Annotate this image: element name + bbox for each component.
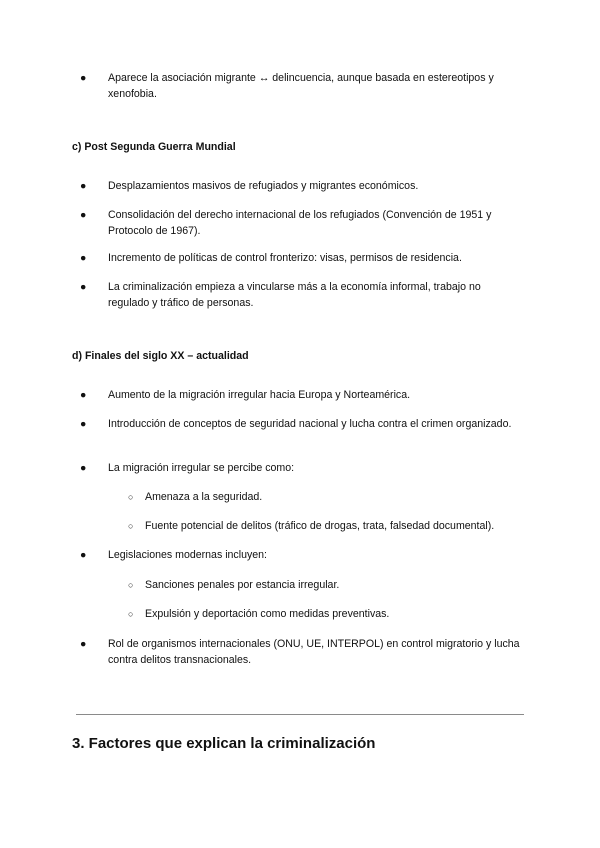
sub-bullet-icon: ○ <box>128 580 134 590</box>
sub-bullet-icon: ○ <box>128 609 134 619</box>
section-c-heading: c) Post Segunda Guerra Mundial <box>72 141 236 153</box>
bullet-icon: ● <box>80 252 87 264</box>
sub-list-item-text: Expulsión y deportación como medidas preventivas. <box>145 608 390 620</box>
sub-bullet-icon: ○ <box>128 492 134 502</box>
sub-list-item-text: Fuente potencial de delitos (tráfico de drogas, trata, falsedad documental). <box>145 520 495 532</box>
chapter-heading: 3. Factores que explican la criminalización <box>72 735 376 752</box>
list-item-text: Desplazamientos masivos de refugiados y migrantes económicos. <box>108 180 419 192</box>
list-item-text: La criminalización empieza a vincularse más a la economía informal, trabajo no regulado y tráfico de personas. <box>108 281 481 309</box>
sub-bullet-icon: ○ <box>128 521 134 531</box>
bullet-icon: ● <box>80 72 87 84</box>
list-item-text: Rol de organismos internacionales (ONU, UE, INTERPOL) en control migratorio y lucha contra delitos transnacionales. <box>108 638 520 666</box>
bullet-icon: ● <box>80 418 87 430</box>
bullet-icon: ● <box>80 281 87 293</box>
bullet-icon: ● <box>80 462 87 474</box>
sub-list-item-text: Sanciones penales por estancia irregular. <box>145 579 340 591</box>
list-item-text: Incremento de políticas de control fronterizo: visas, permisos de residencia. <box>108 252 462 264</box>
list-item-text: Legislaciones modernas incluyen: <box>108 549 267 561</box>
list-item-text: Aumento de la migración irregular hacia Europa y Norteamérica. <box>108 389 411 401</box>
bullet-icon: ● <box>80 549 87 561</box>
list-item-text: La migración irregular se percibe como: <box>108 462 295 474</box>
list-item-text: Introducción de conceptos de seguridad nacional y lucha contra el crimen organizado. <box>108 418 512 430</box>
bullet-icon: ● <box>80 209 87 221</box>
list-item-text: Aparece la asociación migrante ↔ delincuencia, aunque basada en estereotipos y xenofobia. <box>108 72 494 100</box>
sub-list-item-text: Amenaza a la seguridad. <box>145 491 263 503</box>
bullet-icon: ● <box>80 389 87 401</box>
list-item-text: Consolidación del derecho internacional de los refugiados (Convención de 1951 y Protocolo de 1967). <box>108 209 492 237</box>
horizontal-rule <box>76 714 524 715</box>
bullet-icon: ● <box>80 638 87 650</box>
section-d-heading: d) Finales del siglo XX – actualidad <box>72 350 249 362</box>
bullet-icon: ● <box>80 180 87 192</box>
